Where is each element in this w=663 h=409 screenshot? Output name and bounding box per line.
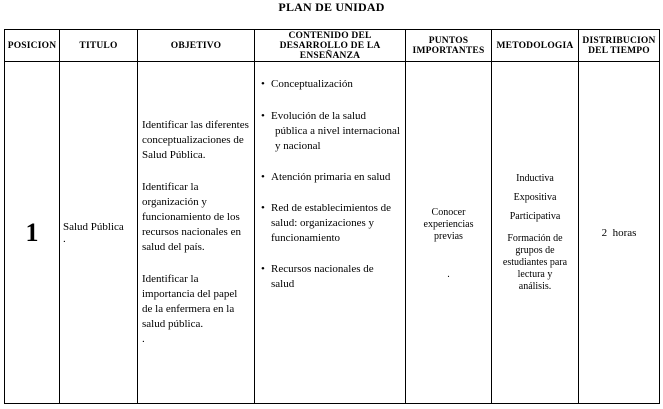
contenido-item: • Recursos nacionales de salud [261,262,401,292]
header-puntos-importantes: PUNTOS IMPORTANTES [406,30,492,62]
contenido-item: • Evolución de la salud pública a nivel internacional y nacional [261,109,401,154]
cell-puntos-importantes [406,62,492,404]
puntos-dot: . [447,268,450,280]
header-posicion: POSICION [5,30,60,62]
document-title: PLAN DE UNIDAD [278,0,385,14]
contenido-item: • Atención primaria en salud [261,170,401,185]
header-row [5,30,660,62]
header-distribucion-tiempo: DISTRIBUCION DEL TIEMPO [579,30,660,62]
cell-titulo [60,62,138,404]
objetivo-item: Identificar las diferentes conceptualizaciones de Salud Pública. [142,119,249,161]
cell-metodologia [492,62,579,404]
contenido-item: • Conceptualización [261,77,401,92]
cell-distribucion-tiempo: 2 horas [579,62,660,404]
header-metodologia: METODOLOGIA [492,30,579,62]
puntos-text: Conocer experiencias previas [423,206,474,242]
header-titulo: TITULO [60,30,138,62]
metodologia-item: Expositiva [513,191,557,203]
unit-plan-table [4,29,660,404]
titulo-dot: . [63,233,66,245]
objetivo-item: Identificar la organización y funcionamiento de los recursos nacionales en salud del país. [142,181,241,253]
contenido-item: • Red de establecimientos de salud: organizaciones y funcionamiento [261,201,401,246]
header-contenido: CONTENIDO DEL DESARROLLO DE LA ENSEÑANZA [255,30,406,62]
table-row [5,62,660,404]
titulo-text: Salud Pública [63,221,124,233]
metodologia-formacion: Formación de grupos de estudiantes para lectura y análisis. [502,232,568,292]
cell-objetivo [138,62,255,404]
metodologia-item: Participativa [509,210,561,222]
metodologia-item: Inductiva [516,172,554,184]
contenido-list [261,77,401,292]
objetivo-dot: . [142,333,145,345]
header-objetivo: OBJETIVO [138,30,255,62]
objetivo-item: Identificar la importancia del papel de la enfermera en la salud pública. . [142,273,238,345]
cell-posicion: 1 [5,62,60,404]
cell-contenido [255,62,406,404]
